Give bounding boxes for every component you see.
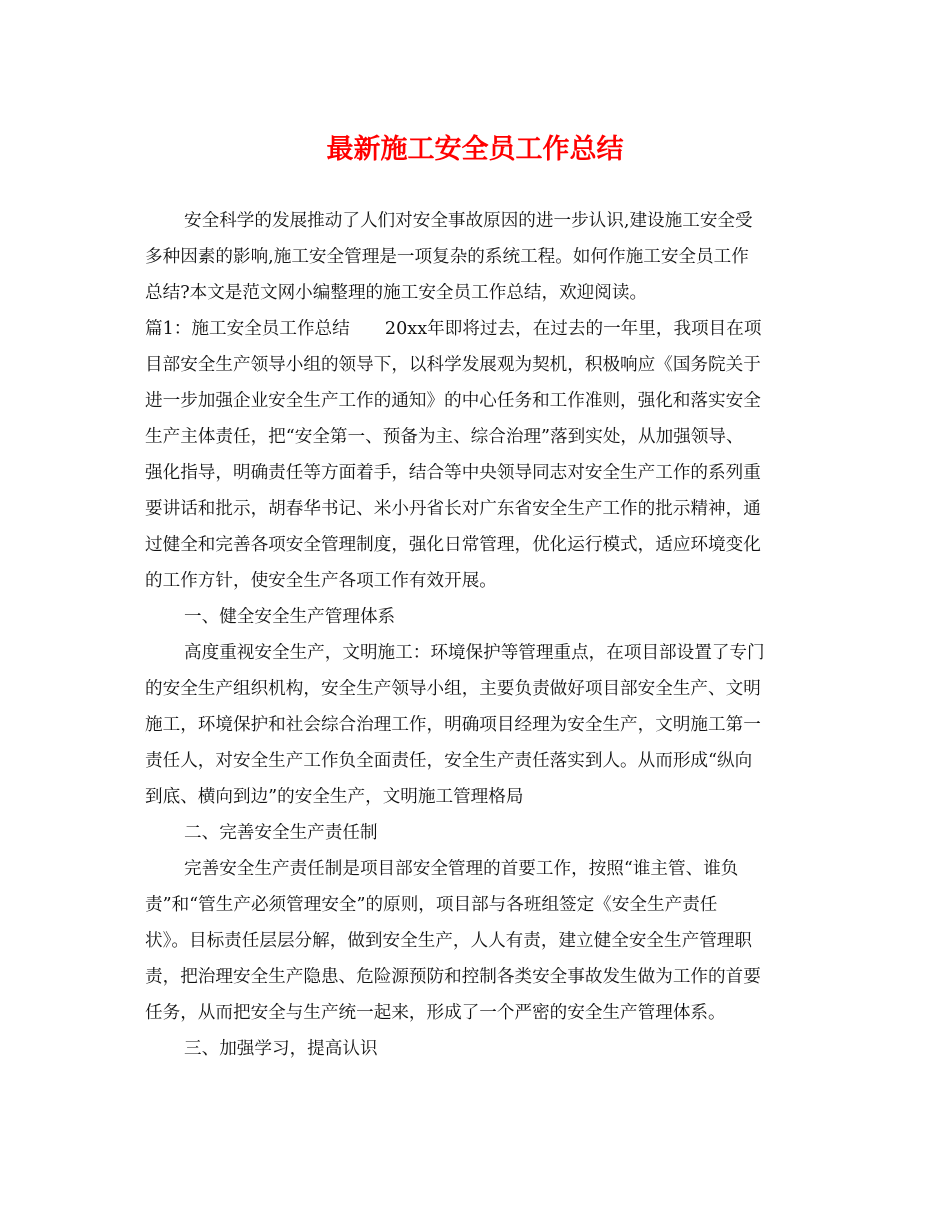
section-heading: 三、加强学习，提高认识 <box>184 1039 378 1059</box>
paragraph-line: 高度重视安全生产，文明施工：环境保护等管理重点，在项目部设置了专门 <box>184 643 765 663</box>
section-heading: 二、完善安全生产责任制 <box>184 823 378 843</box>
paragraph-line: 生产主体责任，把“安全第一、预备为主、综合治理”落到实处，从加强领导、 <box>145 427 744 447</box>
section-heading: 一、健全安全生产管理体系 <box>184 607 396 627</box>
paragraph-line: 完善安全生产责任制是项目部安全管理的首要工作，按照“谁主管、谁负 <box>184 859 739 879</box>
paragraph-line: 强化指导，明确责任等方面着手，结合等中央领导同志对安全生产工作的系列重 <box>145 463 761 483</box>
paragraph-line: 过健全和完善各项安全管理制度，强化日常管理，优化运行模式，适应环境变化 <box>145 535 761 555</box>
paragraph-line: 安全科学的发展推动了人们对安全事故原因的进一步认识,建设施工安全受 <box>184 211 753 231</box>
paragraph-line: 总结?本文是范文网小编整理的施工安全员工作总结，欢迎阅读。 <box>145 283 648 303</box>
paragraph-line: 篇1：施工安全员工作总结 20xx年即将过去，在过去的一年里，我项目在项 <box>145 319 762 339</box>
paragraph-line: 多种因素的影响,施工安全管理是一项复杂的系统工程。如何作施工安全员工作 <box>145 247 749 267</box>
paragraph-line: 责任人，对安全生产工作负全面责任，安全生产责任落实到人。从而形成“纵向 <box>145 751 753 771</box>
paragraph-line: 到底、横向到边”的安全生产，文明施工管理格局 <box>145 787 524 807</box>
paragraph-line: 施工，环境保护和社会综合治理工作，明确项目经理为安全生产，文明施工第一 <box>145 715 761 735</box>
paragraph-line: 状》。目标责任层层分解，做到安全生产，人人有责，建立健全安全生产管理职 <box>145 931 752 951</box>
paragraph-line: 任务，从而把安全与生产统一起来，形成了一个严密的安全生产管理体系。 <box>145 1003 726 1023</box>
paragraph-line: 责，把治理安全生产隐患、危险源预防和控制各类安全事故发生做为工作的首要 <box>145 967 761 987</box>
document-title: 最新施工安全员工作总结 <box>326 134 624 165</box>
paragraph-line: 的安全生产组织机构，安全生产领导小组，主要负责做好项目部安全生产、文明 <box>145 679 761 699</box>
paragraph-line: 要讲话和批示，胡春华书记、米小丹省长对广东省安全生产工作的批示精神，通 <box>145 499 761 519</box>
paragraph-line: 目部安全生产领导小组的领导下，以科学发展观为契机，积极响应《国务院关于 <box>145 355 761 375</box>
paragraph-line: 进一步加强企业安全生产工作的通知》的中心任务和工作准则，强化和落实安全 <box>145 391 761 411</box>
paragraph-line: 责”和“管生产必须管理安全”的原则，项目部与各班组签定《安全生产责任 <box>145 895 718 915</box>
paragraph-line: 的工作方针，使安全生产各项工作有效开展。 <box>145 571 497 591</box>
